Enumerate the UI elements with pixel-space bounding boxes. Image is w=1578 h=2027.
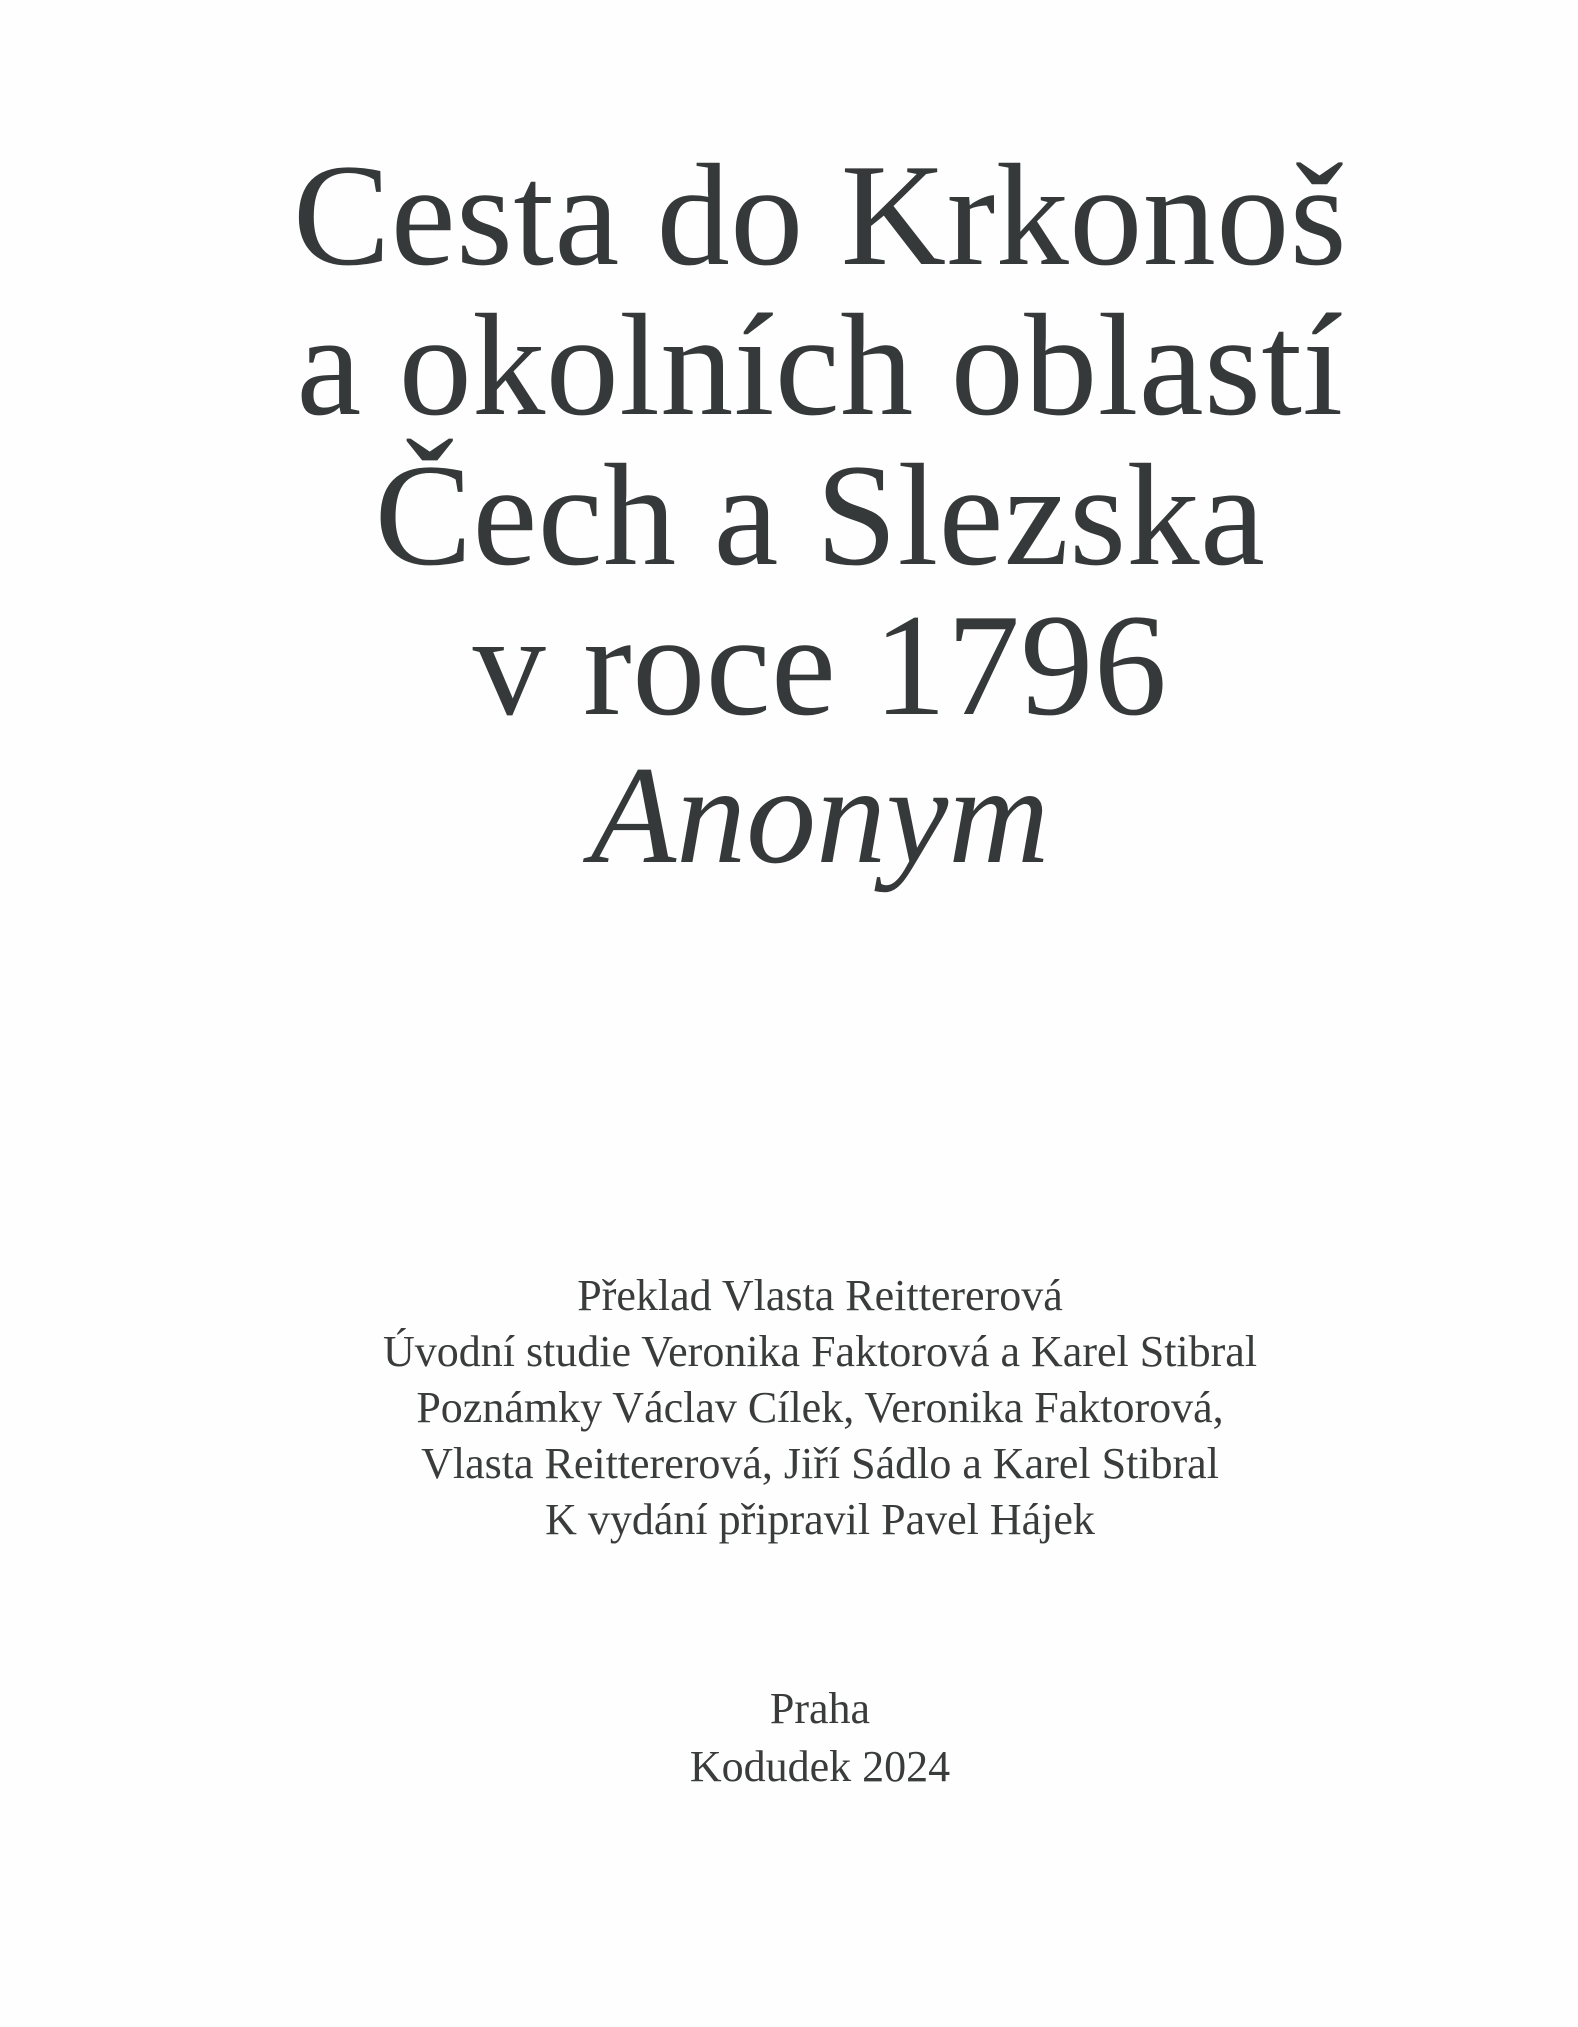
credits-block [0,1268,1578,1548]
title-line-1: Cesta do Krkonoš [292,134,1348,296]
credit-editor: K vydání připravil Pavel Hájek [545,1495,1095,1544]
book-title [0,134,1578,896]
imprint-block [0,1680,1578,1796]
credit-introduction: Úvodní studie Veronika Faktorová a Karel Stibral [382,1327,1258,1376]
imprint-place: Praha [769,1684,871,1733]
title-line-2: a okolních oblastí [296,284,1344,446]
imprint-publisher-year: Kodudek 2024 [689,1742,951,1791]
credit-notes: Poznámky Václav Cílek, Veronika Faktorová, [416,1383,1224,1432]
author-name: Anonym [590,738,1050,893]
title-line-3: Čech a Slezska [374,434,1266,596]
credit-translation: Překlad Vlasta Reittererová [577,1271,1063,1320]
credit-notes-continued: Vlasta Reittererová, Jiří Sádlo a Karel Stibral [421,1439,1219,1488]
title-line-4: v roce 1796 [472,584,1168,746]
